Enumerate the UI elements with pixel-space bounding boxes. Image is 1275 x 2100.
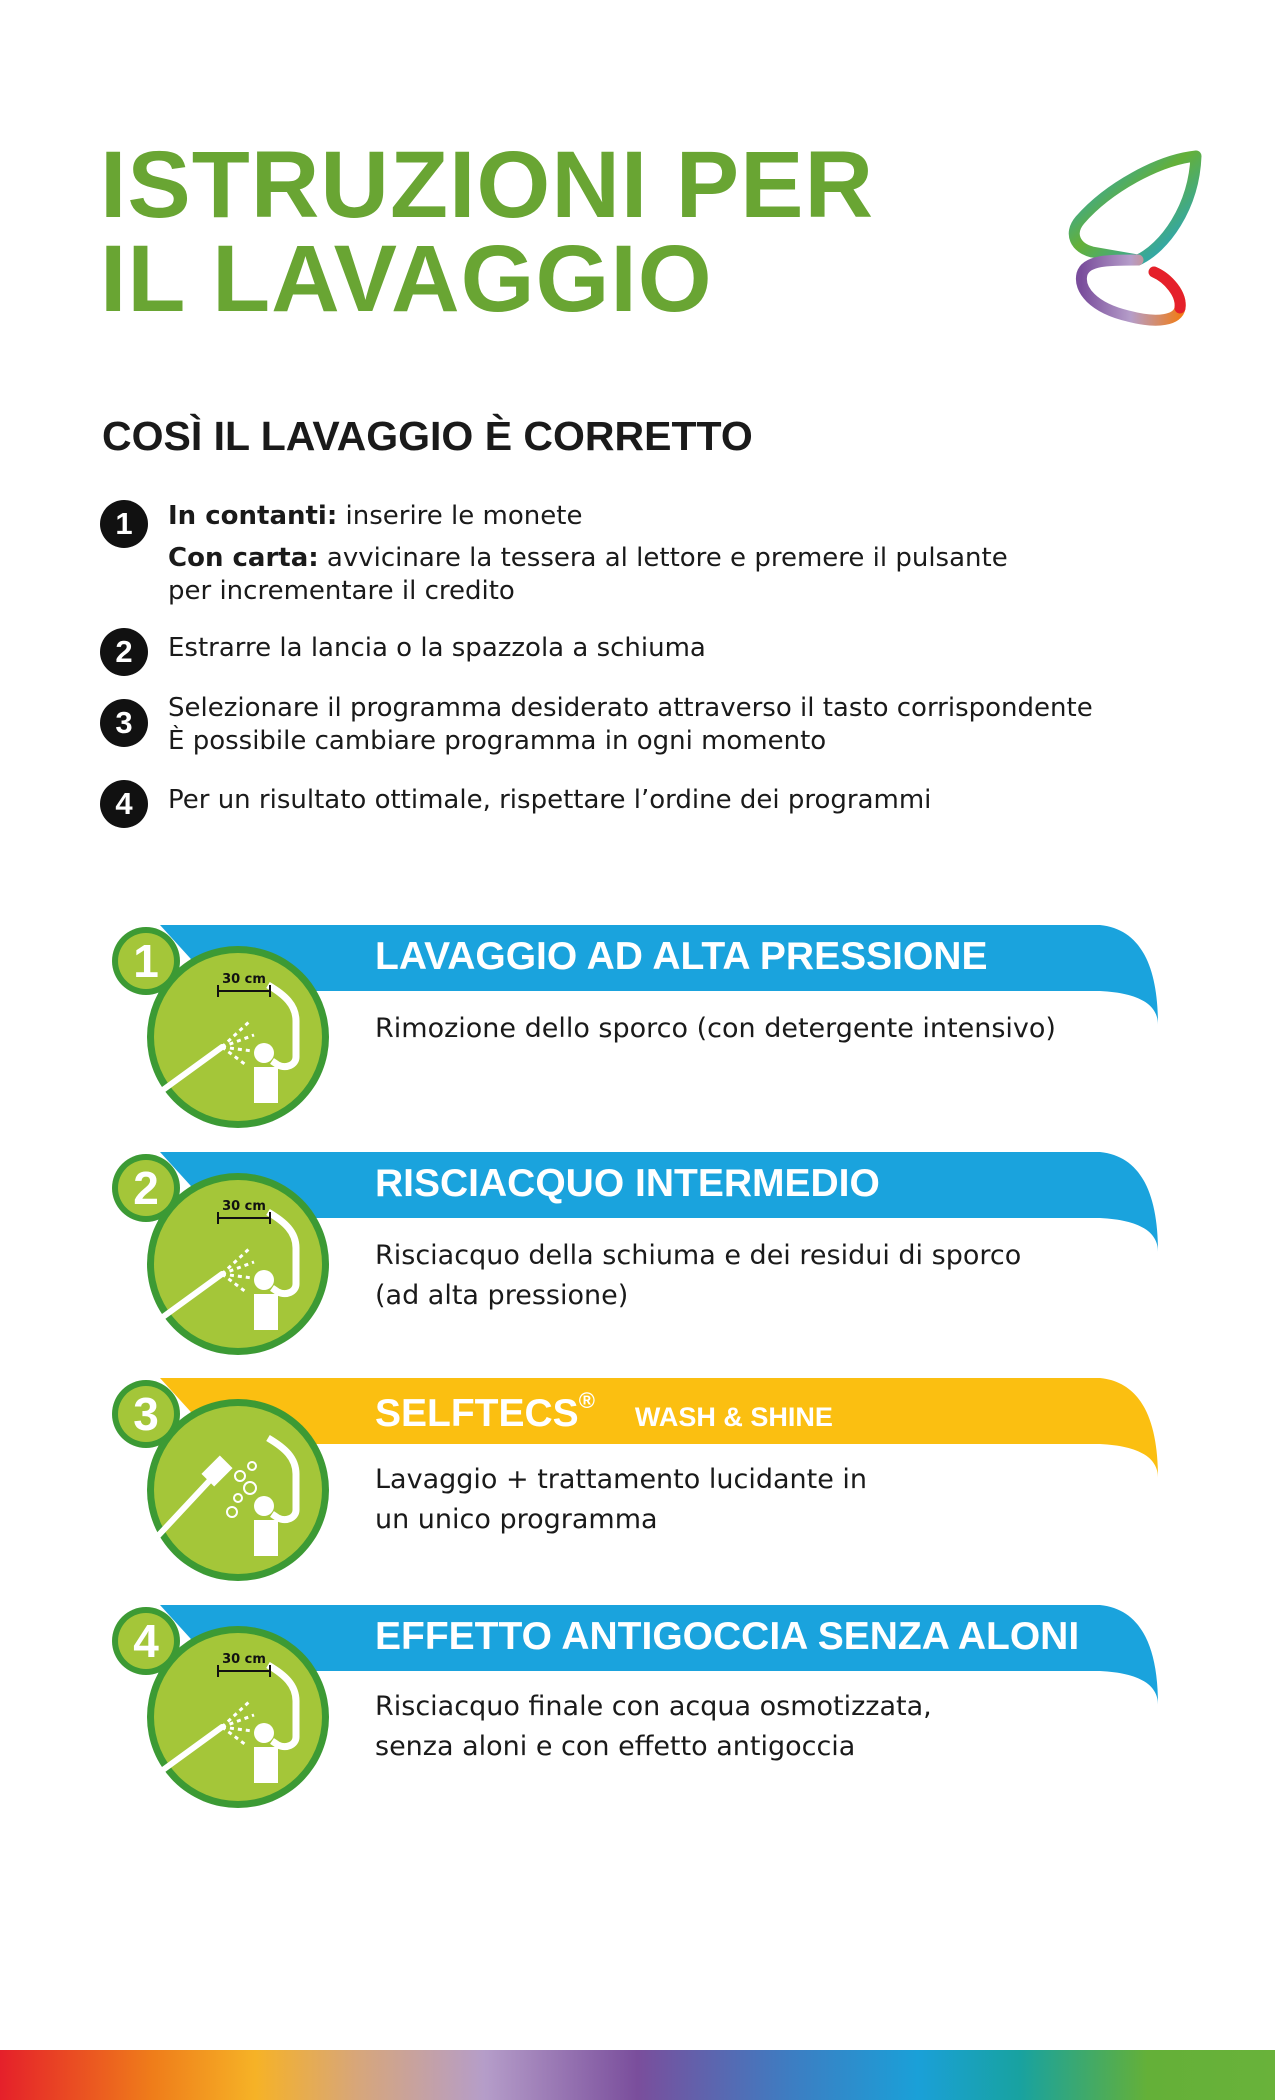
program-number: 3 (133, 1388, 159, 1440)
section-subtitle: COSÌ IL LAVAGGIO È CORRETTO (102, 413, 753, 459)
step-number: 4 (100, 780, 148, 828)
program-title (375, 1388, 833, 1436)
program-number: 1 (133, 935, 159, 987)
program-card-1 (100, 925, 1160, 1135)
description-line-1: Rimozione dello sporco (con detergente intensivo) (375, 1013, 1056, 1044)
program-card-3 (100, 1378, 1160, 1588)
program-card-2 (100, 1152, 1160, 1362)
distance-label: 30 cm (222, 1652, 266, 1667)
pressure-lance-car-icon (100, 1152, 330, 1362)
step-line-1: Per un risultato ottimale, rispettare l’ordine dei programmi (168, 785, 932, 815)
step-line-1: Estrarre la lancia o la spazzola a schiuma (168, 633, 706, 663)
pressure-lance-car-icon (100, 925, 330, 1135)
step-line-2: È possibile cambiare programma in ogni momento (168, 726, 827, 756)
program-title-main: SELFTECS (375, 1392, 579, 1435)
description-line-2: senza aloni e con effetto antigoccia (375, 1731, 856, 1762)
step-number: 1 (100, 500, 148, 548)
card-text-2: per incrementare il credito (168, 576, 515, 606)
step-number: 2 (100, 628, 148, 676)
leaf-ribbon-logo-icon (1068, 148, 1204, 333)
step-text (168, 500, 1008, 608)
description-line-1: Risciacquo finale con acqua osmotizzata, (375, 1691, 932, 1722)
description-line-2: (ad alta pressione) (375, 1280, 629, 1311)
program-description (375, 1236, 1021, 1316)
step-text (168, 692, 1093, 758)
cash-text: inserire le monete (337, 501, 583, 531)
title-line-2: IL LAVAGGIO (100, 226, 713, 332)
page-title (100, 132, 875, 332)
step-text (168, 784, 931, 817)
description-line-1: Lavaggio + trattamento lucidante in (375, 1464, 868, 1495)
program-description (375, 1009, 1056, 1049)
description-line-1: Risciacquo della schiuma e dei residui di sporco (375, 1240, 1022, 1271)
trademark-symbol: ® (578, 1388, 595, 1413)
card-text: avvicinare la tessera al lettore e premere il pulsante (318, 543, 1008, 573)
program-number: 4 (133, 1615, 159, 1667)
distance-label: 30 cm (222, 1199, 266, 1214)
title-line-1: ISTRUZIONI PER (100, 132, 875, 238)
program-title: LAVAGGIO AD ALTA PRESSIONE (375, 935, 988, 978)
pressure-lance-car-icon (100, 1605, 330, 1815)
step-number: 3 (100, 699, 148, 747)
rainbow-footer-bar (0, 2050, 1275, 2100)
program-title: RISCIACQUO INTERMEDIO (375, 1162, 880, 1205)
program-title-extra: WASH & SHINE (634, 1402, 833, 1432)
program-description (375, 1460, 867, 1540)
foam-brush-car-icon (100, 1378, 330, 1588)
program-description (375, 1687, 932, 1767)
step-line-1: Selezionare il programma desiderato attraverso il tasto corrispondente (168, 693, 1093, 723)
cash-label: In contanti: (168, 501, 338, 531)
program-number: 2 (133, 1162, 159, 1214)
description-line-2: un unico programma (375, 1504, 658, 1535)
program-title: EFFETTO ANTIGOCCIA SENZA ALONI (375, 1615, 1080, 1658)
program-card-4 (100, 1605, 1160, 1815)
step-text (168, 632, 706, 665)
distance-label: 30 cm (222, 972, 266, 987)
card-label: Con carta: (168, 543, 319, 573)
